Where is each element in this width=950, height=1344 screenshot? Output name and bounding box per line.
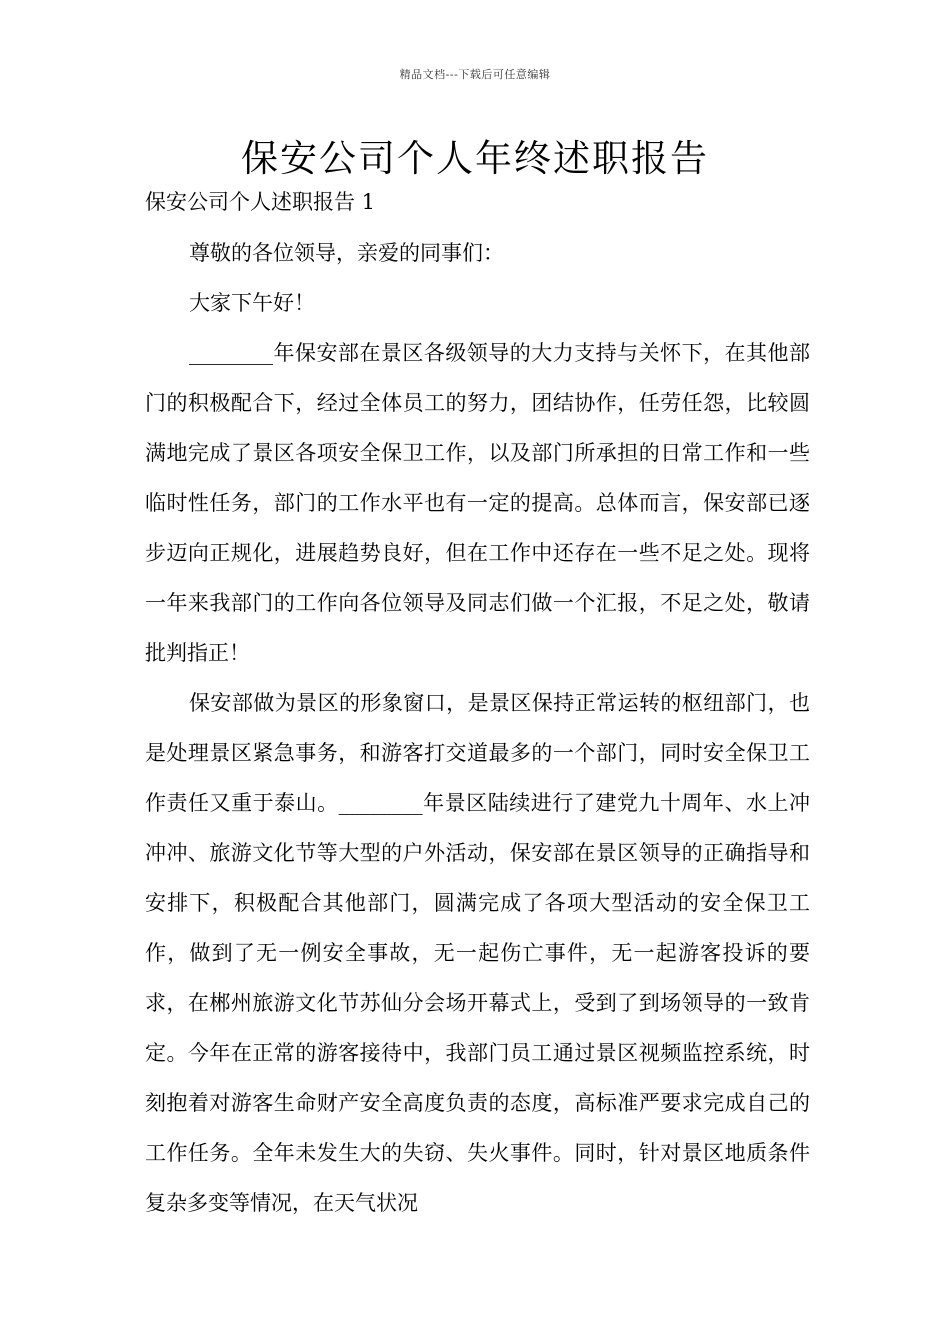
paragraph-overview: ________年保安部在景区各级领导的大力支持与关怀下，在其他部门的积极配合下，经过全体员工的努力，团结协作，任劳任怨，比较圆满地完成了景区各项安全保卫工作，以及部门所承担的日常工作和一些临时性任务，部门的工作水平也有一定的提高。总体而言，保安部已逐步迈向正规化，进展趋势良好，但在工作中还存在一些不足之处。现将一年来我部门的工作向各位领导及同志们做一个汇报，不足之处，敬请批判指正！ [145,341,810,665]
section-subtitle: 保安公司个人述职报告 1 [145,190,376,214]
document-title: 保安公司个人年终述职报告 [241,137,709,180]
paragraph-salutation: 尊敬的各位领导，亲爱的同事们： [189,241,504,265]
paragraph-greeting: 大家下午好！ [189,291,315,315]
header-note: 精品文档---下载后可任意编辑 [399,68,551,81]
document-body [145,228,810,1228]
paragraph-security-work: 保安部做为景区的形象窗口，是景区保持正常运转的枢纽部门，也是处理景区紧急事务，和游客打交道最多的一个部门，同时安全保卫工作责任又重于泰山。________年景区陆续进行了建党九十周年、水上冲冲冲、旅游文化节等大型的户外活动，保安部在景区领导的正确指导和安排下，积极配合其他部门，圆满完成了各项大型活动的安全保卫工作，做到了无一例安全事故，无一起伤亡事件，无一起游客投诉的要求，在郴州旅游文化节苏仙分会场开幕式上，受到了到场领导的一致肯定。今年在正常的游客接待中，我部门员工通过景区视频监控系统，时刻抱着对游客生命财产安全高度负责的态度，高标准严要求完成自己的工作任务。全年未发生大的失窃、失火事件。同时，针对景区地质条件复杂多变等情况，在天气状况 [145,691,810,1215]
